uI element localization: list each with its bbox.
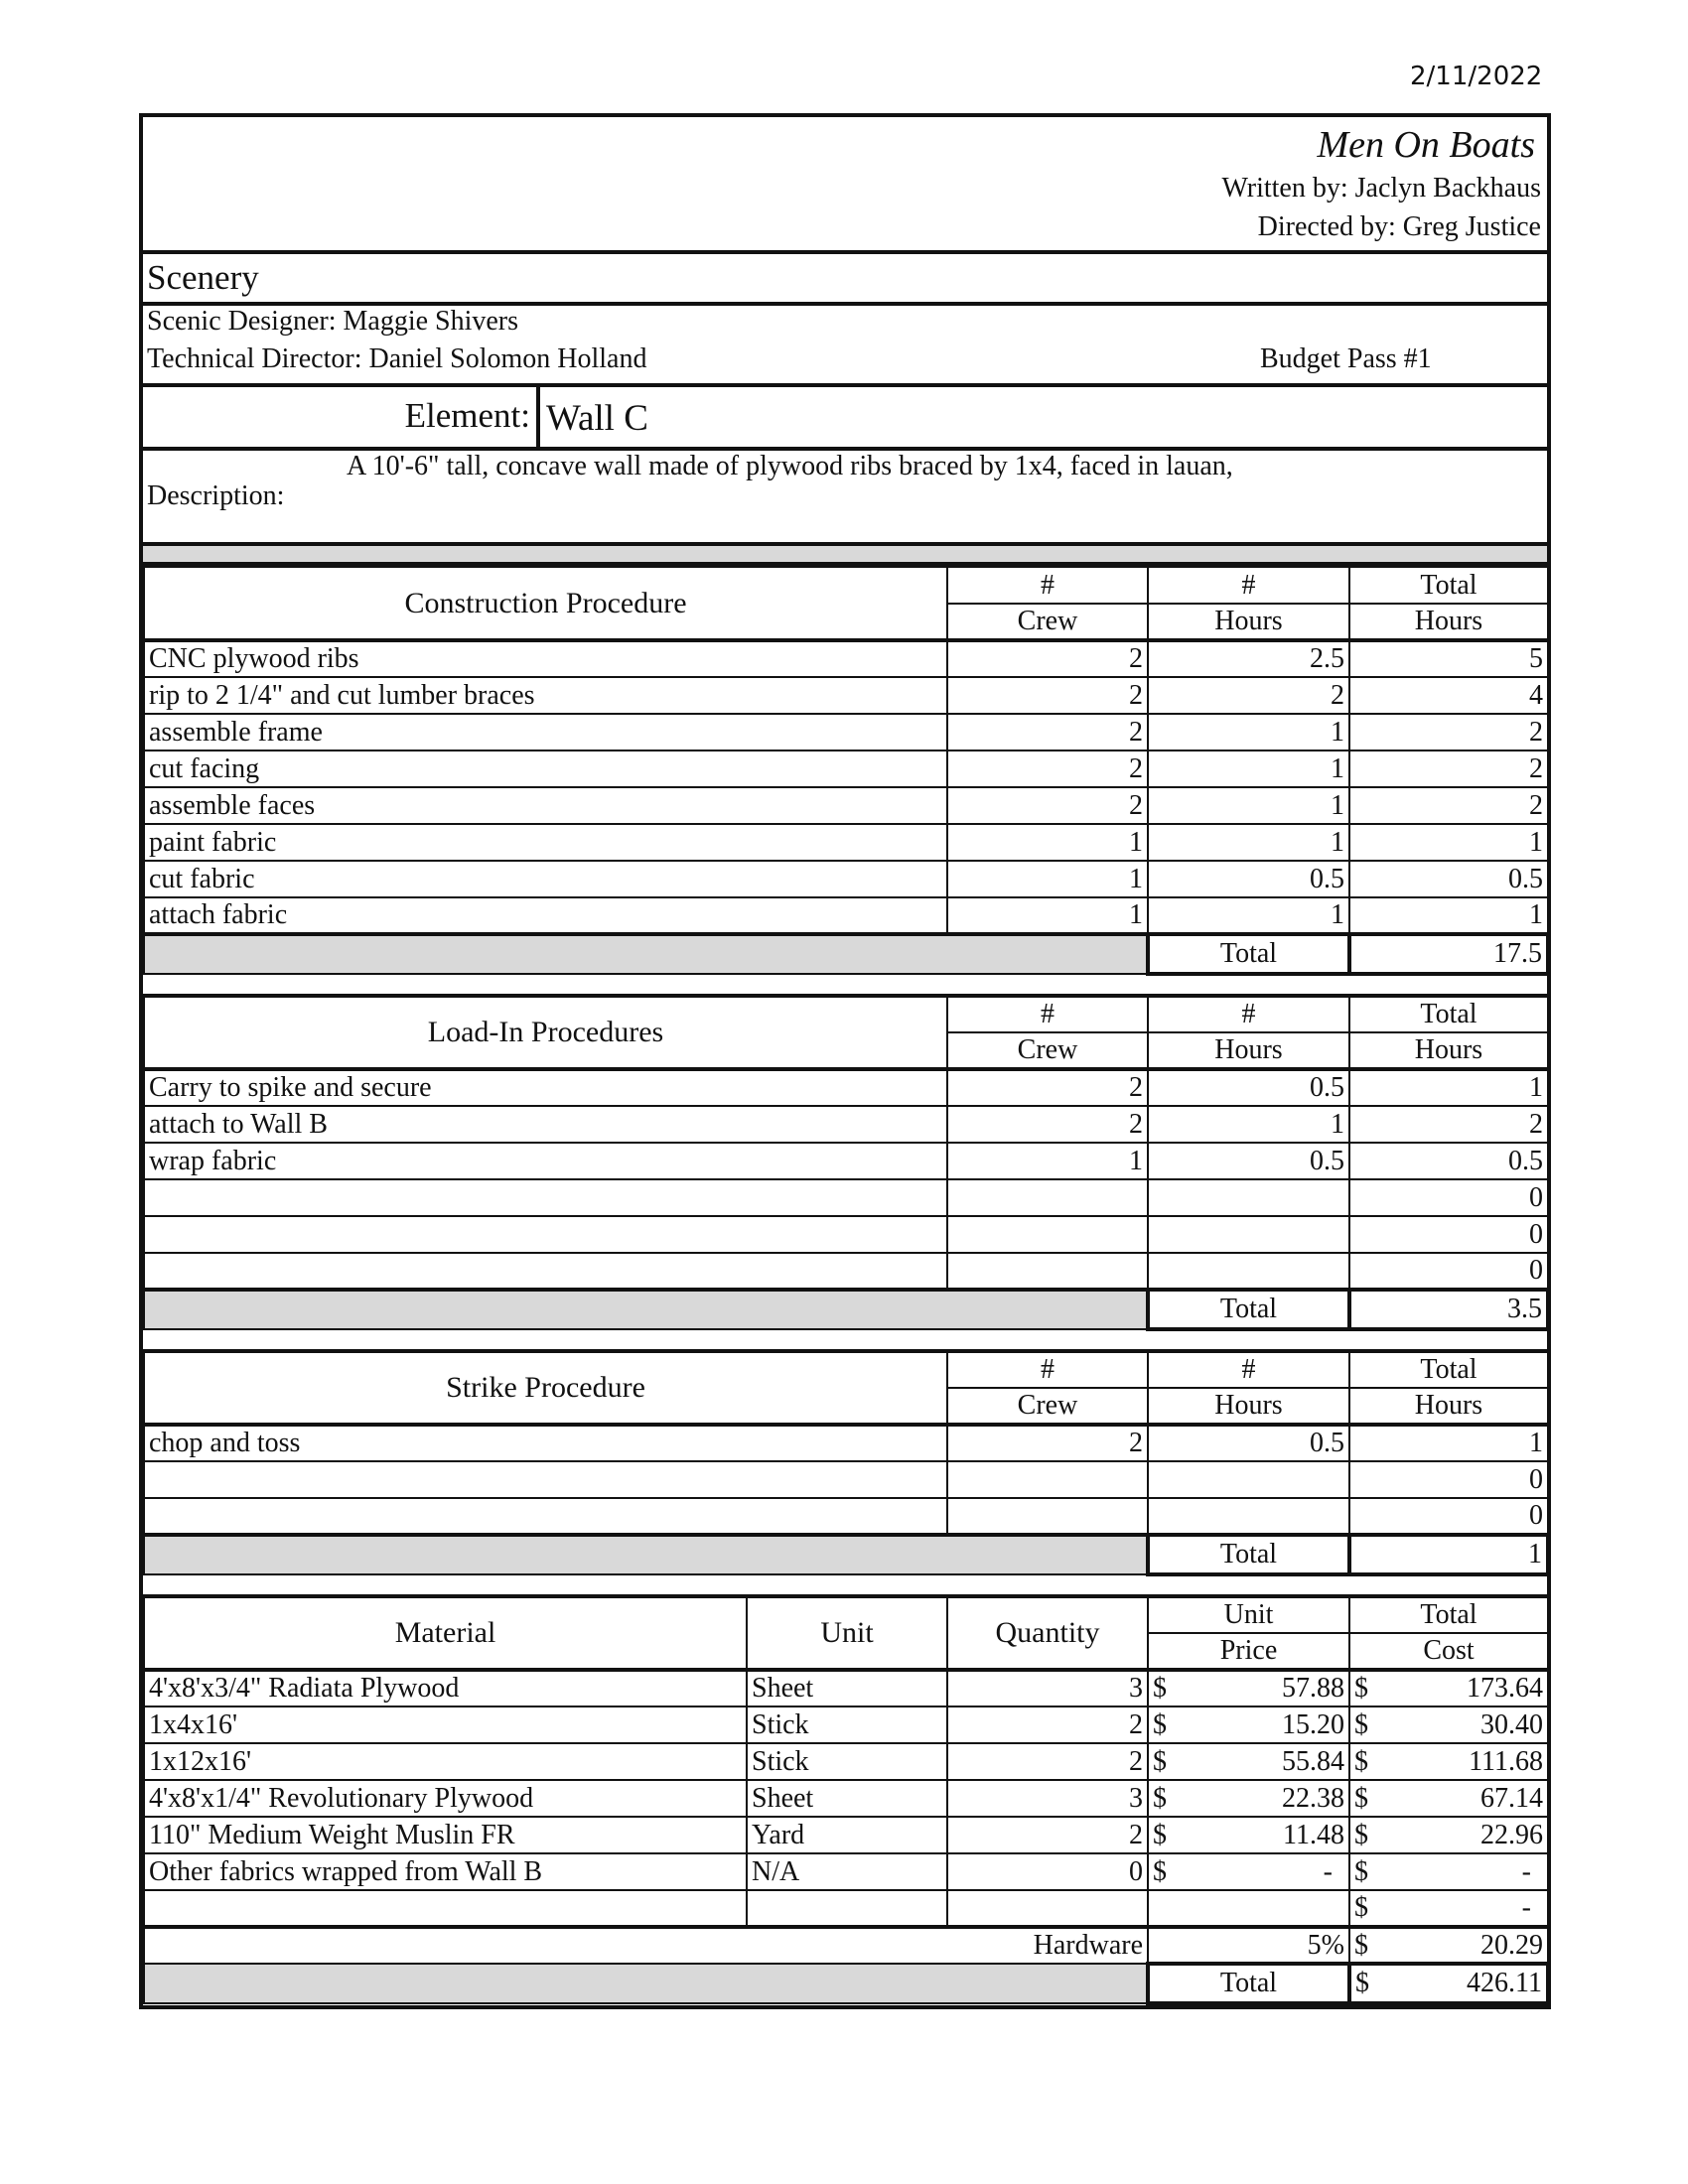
crew-cell: 2 bbox=[947, 787, 1148, 824]
department-title: Scenery bbox=[143, 254, 1547, 306]
crew-cell bbox=[947, 1461, 1148, 1498]
play-title: Men On Boats bbox=[1317, 124, 1535, 166]
table-row bbox=[144, 1425, 1548, 1461]
gap bbox=[143, 1576, 1547, 1594]
total-label: Total bbox=[1148, 1535, 1349, 1574]
description-block bbox=[143, 451, 1547, 546]
cost-cell bbox=[1349, 1817, 1548, 1853]
hours-cell: 1 bbox=[1148, 1106, 1349, 1143]
directed-by: Directed by: Greg Justice bbox=[1257, 211, 1541, 242]
hours-head: Hours bbox=[1148, 604, 1349, 640]
table-row bbox=[144, 1143, 1548, 1179]
hours-head: Hours bbox=[1148, 1032, 1349, 1069]
crew-cell bbox=[947, 1179, 1148, 1216]
crew-head: Crew bbox=[947, 604, 1148, 640]
crew-cell: 1 bbox=[947, 897, 1148, 934]
unit-cell bbox=[747, 1890, 947, 1927]
staff-block bbox=[143, 306, 1547, 387]
cost-value: 111.68 bbox=[1469, 1745, 1543, 1777]
total-hours-head: Hours bbox=[1349, 1032, 1548, 1069]
loadin-total: 3.5 bbox=[1349, 1290, 1548, 1329]
loadin-title: Load-In Procedures bbox=[144, 996, 947, 1069]
task-cell: rip to 2 1/4" and cut lumber braces bbox=[144, 677, 947, 714]
task-cell: Carry to spike and secure bbox=[144, 1069, 947, 1106]
price-cell bbox=[1148, 1670, 1349, 1706]
cost-value: 67.14 bbox=[1480, 1782, 1543, 1814]
crew-head: Crew bbox=[947, 1388, 1148, 1425]
total-head: Total bbox=[1349, 996, 1548, 1032]
unit-cell: Stick bbox=[747, 1706, 947, 1743]
grey-fill bbox=[144, 1535, 1148, 1574]
material-cell: 4'x8'x1/4" Revolutionary Plywood bbox=[144, 1780, 747, 1817]
unit-head: Unit bbox=[747, 1596, 947, 1670]
cost-value: 173.64 bbox=[1467, 1673, 1543, 1704]
crew-hash: # bbox=[947, 1351, 1148, 1388]
table-row bbox=[144, 1106, 1548, 1143]
quantity-cell: 3 bbox=[947, 1780, 1148, 1817]
crew-cell: 2 bbox=[947, 677, 1148, 714]
price-cell bbox=[1148, 1890, 1349, 1927]
total-cell: 0 bbox=[1349, 1498, 1548, 1535]
unit-cell: Sheet bbox=[747, 1670, 947, 1706]
hours-cell bbox=[1148, 1216, 1349, 1253]
table-row bbox=[144, 677, 1548, 714]
total-cost-top: Total bbox=[1349, 1596, 1548, 1633]
table-row bbox=[144, 1253, 1548, 1290]
material-cell: 1x12x16' bbox=[144, 1743, 747, 1780]
total-cell: 1 bbox=[1349, 1425, 1548, 1461]
total-label: Total bbox=[1148, 1964, 1349, 2003]
date: 2/11/2022 bbox=[1410, 62, 1543, 91]
cost-value: 22.96 bbox=[1480, 1819, 1543, 1850]
total-cell: 2 bbox=[1349, 714, 1548, 751]
total-label: Total bbox=[1148, 1290, 1349, 1329]
total-cell: 0.5 bbox=[1349, 1143, 1548, 1179]
price-head: Price bbox=[1148, 1633, 1349, 1670]
table-row bbox=[144, 787, 1548, 824]
grey-fill bbox=[144, 1964, 1148, 2003]
table-row bbox=[144, 1706, 1548, 1743]
hours-cell: 0.5 bbox=[1148, 861, 1349, 897]
crew-cell: 2 bbox=[947, 640, 1148, 677]
total-cell: 0 bbox=[1349, 1461, 1548, 1498]
crew-cell: 2 bbox=[947, 751, 1148, 787]
task-cell: wrap fabric bbox=[144, 1143, 947, 1179]
total-cell: 0 bbox=[1349, 1253, 1548, 1290]
description-label: Description: bbox=[147, 480, 285, 511]
task-cell: cut fabric bbox=[144, 861, 947, 897]
hours-cell bbox=[1148, 1461, 1349, 1498]
price-value: 15.20 bbox=[1282, 1708, 1344, 1740]
element-value: Wall C bbox=[546, 398, 648, 439]
total-cell: 2 bbox=[1349, 787, 1548, 824]
currency: $ bbox=[1354, 1819, 1368, 1850]
price-value: 55.84 bbox=[1282, 1745, 1344, 1777]
table-row bbox=[144, 714, 1548, 751]
hours-hash: # bbox=[1148, 996, 1349, 1032]
quantity-cell: 3 bbox=[947, 1670, 1148, 1706]
hours-cell: 2 bbox=[1148, 677, 1349, 714]
price-value: 11.48 bbox=[1283, 1819, 1344, 1850]
construction-table bbox=[143, 566, 1550, 976]
hardware-cost-cell bbox=[1349, 1927, 1548, 1964]
price-cell bbox=[1148, 1780, 1349, 1817]
hours-cell: 1 bbox=[1148, 787, 1349, 824]
cost-cell bbox=[1349, 1670, 1548, 1706]
task-cell: attach to Wall B bbox=[144, 1106, 947, 1143]
currency: $ bbox=[1153, 1855, 1167, 1887]
gap bbox=[143, 1331, 1547, 1349]
table-row bbox=[144, 1743, 1548, 1780]
table-row bbox=[144, 861, 1548, 897]
currency: $ bbox=[1354, 1929, 1368, 1961]
total-cell: 0.5 bbox=[1349, 861, 1548, 897]
total-label: Total bbox=[1148, 934, 1349, 974]
currency: $ bbox=[1354, 1745, 1368, 1777]
task-cell bbox=[144, 1253, 947, 1290]
task-cell bbox=[144, 1461, 947, 1498]
loadin-table bbox=[143, 994, 1550, 1331]
budget-pass: Budget Pass #1 bbox=[1260, 343, 1432, 374]
task-cell bbox=[144, 1498, 947, 1535]
crew-cell: 2 bbox=[947, 1069, 1148, 1106]
hours-cell: 0.5 bbox=[1148, 1069, 1349, 1106]
currency: $ bbox=[1153, 1782, 1167, 1814]
hours-cell: 0.5 bbox=[1148, 1425, 1349, 1461]
currency: $ bbox=[1354, 1892, 1368, 1923]
table-row bbox=[144, 1069, 1548, 1106]
total-hours-head: Hours bbox=[1349, 604, 1548, 640]
grey-fill bbox=[144, 1290, 1148, 1329]
table-row bbox=[144, 1179, 1548, 1216]
cost-cell bbox=[1349, 1743, 1548, 1780]
material-cell: Other fabrics wrapped from Wall B bbox=[144, 1853, 747, 1890]
total-head: Total bbox=[1349, 1351, 1548, 1388]
cost-cell bbox=[1349, 1890, 1548, 1927]
table-row bbox=[144, 640, 1548, 677]
total-cell: 0 bbox=[1349, 1216, 1548, 1253]
crew-cell bbox=[947, 1253, 1148, 1290]
budget-sheet bbox=[139, 113, 1551, 2009]
scenic-designer: Scenic Designer: Maggie Shivers bbox=[147, 306, 519, 337]
description-text: A 10'-6" tall, concave wall made of plywood ribs braced by 1x4, faced in lauan, bbox=[347, 451, 1233, 481]
crew-cell: 1 bbox=[947, 1143, 1148, 1179]
hours-cell: 1 bbox=[1148, 751, 1349, 787]
total-cell: 2 bbox=[1349, 751, 1548, 787]
currency: $ bbox=[1354, 1673, 1368, 1704]
crew-hash: # bbox=[947, 996, 1148, 1032]
cost-cell bbox=[1349, 1706, 1548, 1743]
hardware-cost: 20.29 bbox=[1480, 1929, 1543, 1961]
currency: $ bbox=[1153, 1708, 1167, 1740]
unit-cell: Yard bbox=[747, 1817, 947, 1853]
element-row bbox=[143, 387, 1547, 451]
price-value: - bbox=[1323, 1855, 1333, 1887]
cost-value: 30.40 bbox=[1480, 1708, 1543, 1740]
table-row bbox=[144, 751, 1548, 787]
table-row bbox=[144, 1890, 1548, 1927]
unit-cell: N/A bbox=[747, 1853, 947, 1890]
material-cell: 1x4x16' bbox=[144, 1706, 747, 1743]
table-row bbox=[144, 1498, 1548, 1535]
table-row bbox=[144, 1461, 1548, 1498]
grey-fill bbox=[144, 934, 1148, 974]
cost-cell bbox=[1349, 1780, 1548, 1817]
hours-hash: # bbox=[1148, 567, 1349, 604]
hours-cell: 2.5 bbox=[1148, 640, 1349, 677]
hours-cell bbox=[1148, 1498, 1349, 1535]
technical-director: Technical Director: Daniel Solomon Holland bbox=[147, 343, 647, 374]
quantity-cell: 2 bbox=[947, 1706, 1148, 1743]
total-hours-head: Hours bbox=[1349, 1388, 1548, 1425]
materials-total-cell bbox=[1349, 1964, 1548, 2003]
construction-total: 17.5 bbox=[1349, 934, 1548, 974]
hours-hash: # bbox=[1148, 1351, 1349, 1388]
crew-cell bbox=[947, 1498, 1148, 1535]
total-cell: 4 bbox=[1349, 677, 1548, 714]
task-cell: chop and toss bbox=[144, 1425, 947, 1461]
strike-table bbox=[143, 1349, 1550, 1576]
unit-cell: Stick bbox=[747, 1743, 947, 1780]
header bbox=[143, 117, 1547, 254]
crew-cell: 1 bbox=[947, 824, 1148, 861]
cost-head: Cost bbox=[1349, 1633, 1548, 1670]
price-value: 57.88 bbox=[1282, 1673, 1344, 1704]
table-row bbox=[144, 1670, 1548, 1706]
strike-title: Strike Procedure bbox=[144, 1351, 947, 1425]
currency: $ bbox=[1354, 1708, 1368, 1740]
task-cell: cut facing bbox=[144, 751, 947, 787]
crew-cell: 1 bbox=[947, 861, 1148, 897]
currency: $ bbox=[1355, 1968, 1369, 1998]
crew-cell: 2 bbox=[947, 1106, 1148, 1143]
hours-cell: 0.5 bbox=[1148, 1143, 1349, 1179]
hours-cell bbox=[1148, 1253, 1349, 1290]
task-cell: attach fabric bbox=[144, 897, 947, 934]
quantity-cell: 0 bbox=[947, 1853, 1148, 1890]
cost-cell bbox=[1349, 1853, 1548, 1890]
quantity-cell: 2 bbox=[947, 1743, 1148, 1780]
quantity-cell: 2 bbox=[947, 1817, 1148, 1853]
task-cell: paint fabric bbox=[144, 824, 947, 861]
cost-value: - bbox=[1521, 1855, 1531, 1887]
written-by: Written by: Jaclyn Backhaus bbox=[1221, 173, 1541, 204]
table-row bbox=[144, 824, 1548, 861]
currency: $ bbox=[1354, 1855, 1368, 1887]
construction-title: Construction Procedure bbox=[144, 567, 947, 640]
table-row bbox=[144, 1216, 1548, 1253]
hours-cell: 1 bbox=[1148, 824, 1349, 861]
total-head: Total bbox=[1349, 567, 1548, 604]
quantity-head: Quantity bbox=[947, 1596, 1148, 1670]
currency: $ bbox=[1153, 1819, 1167, 1850]
currency: $ bbox=[1354, 1782, 1368, 1814]
crew-head: Crew bbox=[947, 1032, 1148, 1069]
price-value: 22.38 bbox=[1282, 1782, 1344, 1814]
price-cell bbox=[1148, 1817, 1349, 1853]
table-row bbox=[144, 1853, 1548, 1890]
hours-cell bbox=[1148, 1179, 1349, 1216]
materials-total: 426.11 bbox=[1467, 1968, 1542, 1998]
cost-value: - bbox=[1521, 1892, 1531, 1923]
quantity-cell bbox=[947, 1890, 1148, 1927]
strike-total: 1 bbox=[1349, 1535, 1548, 1574]
task-cell bbox=[144, 1216, 947, 1253]
material-cell: 110" Medium Weight Muslin FR bbox=[144, 1817, 747, 1853]
unit-price-top: Unit bbox=[1148, 1596, 1349, 1633]
materials-table bbox=[143, 1594, 1550, 2005]
price-cell bbox=[1148, 1853, 1349, 1890]
total-cell: 1 bbox=[1349, 1069, 1548, 1106]
hours-cell: 1 bbox=[1148, 714, 1349, 751]
total-cell: 2 bbox=[1349, 1106, 1548, 1143]
task-cell bbox=[144, 1179, 947, 1216]
task-cell: assemble faces bbox=[144, 787, 947, 824]
total-cell: 0 bbox=[1349, 1179, 1548, 1216]
element-label: Element: bbox=[143, 387, 540, 447]
hours-cell: 1 bbox=[1148, 897, 1349, 934]
crew-cell bbox=[947, 1216, 1148, 1253]
crew-cell: 2 bbox=[947, 714, 1148, 751]
hardware-pct: 5% bbox=[1148, 1927, 1349, 1964]
hours-head: Hours bbox=[1148, 1388, 1349, 1425]
currency: $ bbox=[1153, 1745, 1167, 1777]
task-cell: assemble frame bbox=[144, 714, 947, 751]
table-row bbox=[144, 1817, 1548, 1853]
total-cell: 1 bbox=[1349, 824, 1548, 861]
divider bbox=[143, 546, 1547, 566]
crew-cell: 2 bbox=[947, 1425, 1148, 1461]
total-cell: 1 bbox=[1349, 897, 1548, 934]
hardware-label: Hardware bbox=[144, 1927, 1148, 1964]
table-row bbox=[144, 1780, 1548, 1817]
price-cell bbox=[1148, 1743, 1349, 1780]
table-row bbox=[144, 897, 1548, 934]
crew-hash: # bbox=[947, 567, 1148, 604]
total-cell: 5 bbox=[1349, 640, 1548, 677]
currency: $ bbox=[1153, 1673, 1167, 1704]
material-cell bbox=[144, 1890, 747, 1927]
material-cell: 4'x8'x3/4" Radiata Plywood bbox=[144, 1670, 747, 1706]
price-cell bbox=[1148, 1706, 1349, 1743]
gap bbox=[143, 976, 1547, 994]
unit-cell: Sheet bbox=[747, 1780, 947, 1817]
material-head: Material bbox=[144, 1596, 747, 1670]
task-cell: CNC plywood ribs bbox=[144, 640, 947, 677]
